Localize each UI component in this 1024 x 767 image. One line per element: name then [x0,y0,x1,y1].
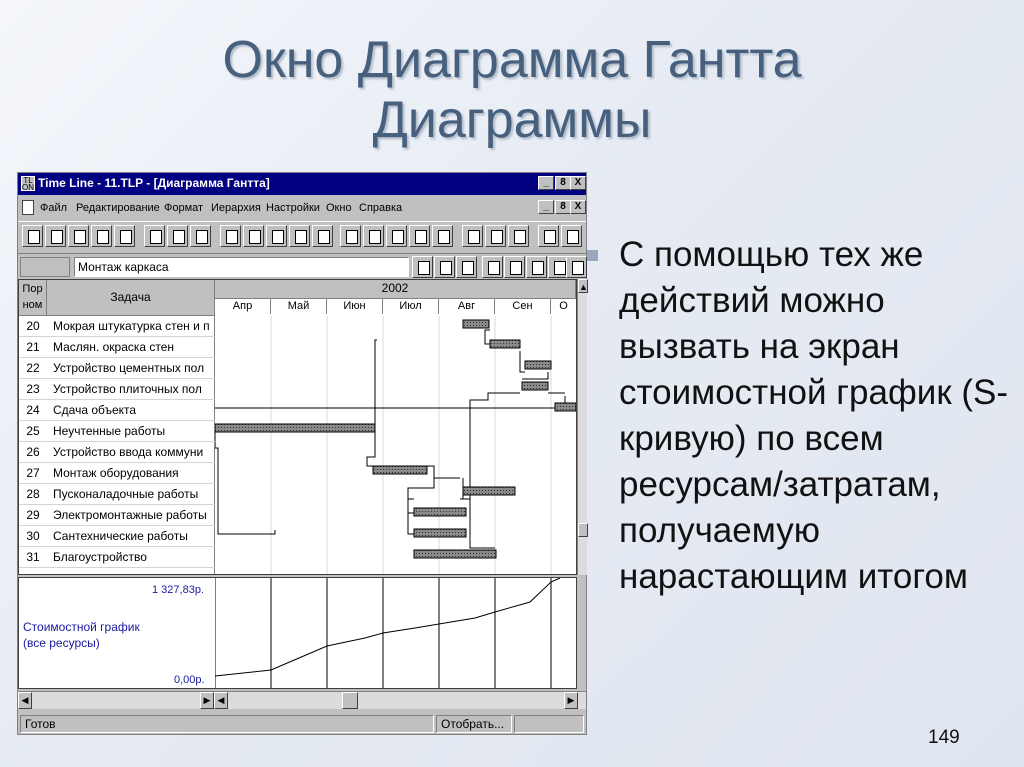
task-number: 31 [26,550,40,564]
task-row[interactable] [19,442,215,463]
toolbar-calendar-icon[interactable] [409,225,430,247]
cost-max-label: 1 327,83р. [152,584,204,596]
toolbar-cut-icon[interactable] [144,225,165,247]
task-name: Устройство плиточных пол [53,382,202,396]
dependency-links [215,330,565,548]
task-row[interactable] [19,379,215,400]
task-name: Устройство ввода коммуни [53,445,204,459]
task-name: Мокрая штукатурка стен и п [53,319,210,333]
menu-bar [18,197,586,219]
gantt-bar[interactable] [555,403,576,411]
column-header-task[interactable]: Задача [47,280,215,316]
task-number: 28 [26,487,40,501]
scroll-right-arrow[interactable]: ▶ [200,692,214,709]
task-name-field[interactable]: Монтаж каркаса [74,257,409,277]
doc-minimize-button[interactable]: _ [538,200,554,214]
toolbar-assistant-icon[interactable] [538,225,559,247]
task-number: 21 [26,340,40,354]
horizontal-scrollbar[interactable] [18,691,586,709]
filter-status[interactable]: Отобрать... [436,715,512,733]
gantt-bar[interactable] [414,550,496,558]
column-header-number[interactable]: Пор ном [19,280,47,316]
task-row[interactable] [19,421,215,442]
gantt-bar[interactable] [522,382,548,390]
status-bar [18,713,586,734]
toolbar-chart-icon[interactable] [462,225,483,247]
gantt-bar[interactable] [463,487,515,495]
s-curve-line [215,578,560,676]
toolbar [18,221,586,251]
month-header: Авг [439,298,495,314]
menu-edit[interactable]: Редактирование [76,202,160,214]
month-header: Сен [495,298,551,314]
close-button[interactable]: X [570,176,586,190]
toolbar-open-icon[interactable] [45,225,66,247]
vertical-scrollbar[interactable] [577,279,587,575]
toolbar-expand-icon[interactable] [289,225,310,247]
month-gridlines [271,316,551,574]
task-number: 25 [26,424,40,438]
task-row[interactable] [19,505,215,526]
task-number: 26 [26,445,40,459]
toolbar-copy-icon[interactable] [167,225,188,247]
task-row[interactable] [19,316,215,337]
task-row[interactable] [19,400,215,421]
gantt-bar[interactable] [414,529,466,537]
task-bars [215,320,576,558]
s-curve-chart [215,578,576,688]
month-header: Июл [383,298,439,314]
scroll-icon[interactable] [434,256,455,278]
person-icon[interactable] [566,256,587,278]
gantt-bar[interactable] [525,361,551,369]
page-number: 149 [928,727,960,748]
minimize-button[interactable]: _ [538,176,554,190]
task-row[interactable] [19,484,215,505]
task-name: Электромонтажные работы [53,508,207,522]
task-number: 30 [26,529,40,543]
bullet-text: С помощью тех же действий можно вызвать на экран стоимостной график (S-кривую) по всем ресурсам/затратам, получаемую нарастающим итогом [619,235,1009,596]
menu-window[interactable]: Окно [326,202,352,214]
toolbar-print-icon[interactable] [91,225,112,247]
task-name: Устройство цементных пол [53,361,205,375]
task-row[interactable] [19,547,215,568]
zoom-out-icon[interactable] [504,256,525,278]
task-list [19,316,215,574]
toolbar-link-icon[interactable] [386,225,407,247]
gantt-grid [18,279,577,575]
toolbar-new-icon[interactable] [22,225,43,247]
task-row[interactable] [19,337,215,358]
cost-chart-panel [18,577,577,689]
cost-series-label: Стоимостной график [23,620,140,634]
toolbar-font-icon[interactable] [340,225,361,247]
month-header: Май [271,298,327,314]
toolbar-resource-icon[interactable] [432,225,453,247]
task-name: Маслян. окраска стен [53,340,175,354]
scroll-left-arrow[interactable]: ◀ [18,692,32,709]
doc-restore-button[interactable]: 8 [555,200,571,214]
gantt-bar[interactable] [215,424,375,432]
cost-series-label-sub: (все ресурсы) [23,636,100,650]
task-name: Благоустройство [53,550,147,564]
cost-min-label: 0,00р. [174,674,205,686]
scroll-left-arrow[interactable]: ◀ [214,692,228,709]
menu-help[interactable]: Справка [359,202,403,214]
goto-icon[interactable] [456,256,477,278]
task-number: 29 [26,508,40,522]
task-row[interactable] [19,526,215,547]
task-number: 24 [26,403,40,417]
task-row[interactable] [19,358,215,379]
scroll-up-arrow[interactable]: ▲ [578,279,588,293]
toolbar-collapse-icon[interactable] [266,225,287,247]
menu-hierarchy[interactable]: Иерархия [211,202,261,214]
properties-icon[interactable] [526,256,547,278]
edit-bar [18,253,586,279]
timeline-window [17,172,587,735]
zoom-in-icon[interactable] [482,256,503,278]
task-row[interactable] [19,463,215,484]
scroll-thumb[interactable] [578,523,588,537]
edit-cell-reference [20,257,70,277]
task-name: Сдача объекта [53,403,137,417]
task-name: Монтаж оборудования [53,466,179,480]
task-name: Сантехнические работы [53,529,188,543]
task-name: Неучтенные работы [53,424,166,438]
toolbar-percent-icon[interactable] [508,225,529,247]
toolbar-sort-icon[interactable] [312,225,333,247]
gantt-bar[interactable] [490,340,520,348]
task-name: Пусконаладочные работы [53,487,199,501]
gantt-chart-area [215,316,576,574]
scroll-thumb[interactable] [342,692,358,709]
gantt-bar[interactable] [414,508,466,516]
status-text: Готов [20,715,434,733]
toolbar-preview-icon[interactable] [114,225,135,247]
slide-title-line2: Диаграммы [372,91,652,149]
task-number: 22 [26,361,40,375]
toolbar-indent-icon[interactable] [243,225,264,247]
slide-title-line1: Окно Диаграмма Гантта [222,31,802,89]
toolbar-save-icon[interactable] [68,225,89,247]
toolbar-paste-icon[interactable] [190,225,211,247]
task-number: 27 [26,466,40,480]
menu-format[interactable]: Формат [164,202,204,214]
window-title: Time Line - 11.TLP - [Диаграмма Гантта] [38,176,270,190]
timeline-year: 2002 [215,280,576,298]
toolbar-help-icon[interactable] [561,225,582,247]
month-header: О [551,298,576,314]
toolbar-format-icon[interactable] [363,225,384,247]
move-icon[interactable] [412,256,433,278]
toolbar-outdent-icon[interactable] [220,225,241,247]
month-header: Июн [327,298,383,314]
menu-file[interactable]: Файл [40,202,68,214]
task-number: 20 [26,319,40,333]
gantt-bar[interactable] [463,320,489,328]
gantt-bar[interactable] [373,466,427,474]
scroll-right-arrow[interactable]: ▶ [564,692,578,709]
maximize-button[interactable]: 8 [555,176,571,190]
bullet-icon [587,250,598,261]
window-titlebar[interactable] [18,173,586,195]
slide-title [0,30,1024,150]
document-icon[interactable] [22,200,34,215]
menu-settings[interactable]: Настройки [266,202,320,214]
app-icon[interactable]: TL ON [22,176,34,192]
month-header: Апр [215,298,271,314]
task-number: 23 [26,382,40,396]
status-extra [514,715,584,733]
toolbar-report-icon[interactable] [485,225,506,247]
doc-close-button[interactable]: X [570,200,586,214]
